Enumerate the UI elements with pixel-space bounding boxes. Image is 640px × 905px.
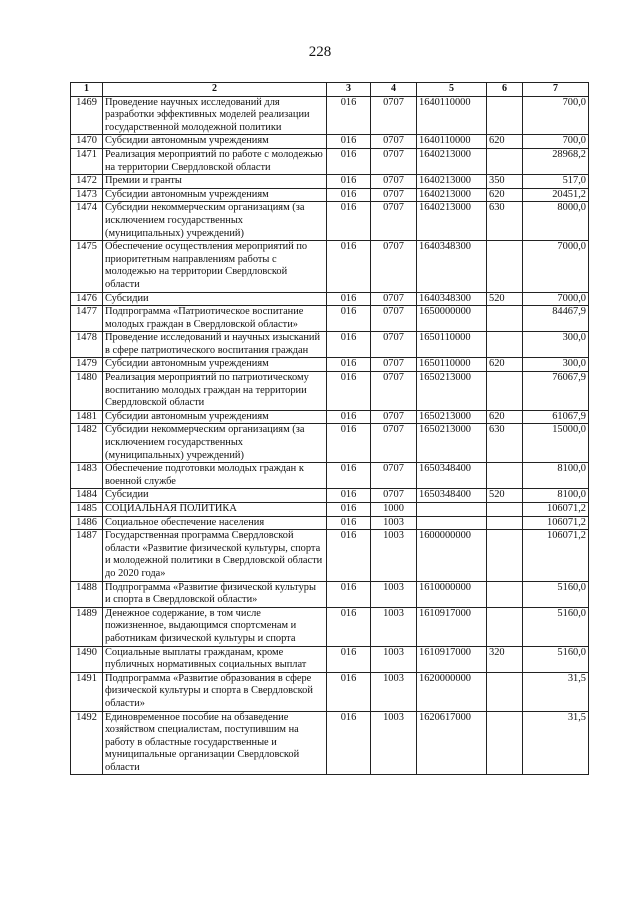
target-code: 1610917000	[417, 646, 487, 672]
amount: 61067,9	[523, 410, 589, 424]
target-code: 1650110000	[417, 358, 487, 372]
section-code: 0707	[371, 175, 417, 189]
amount: 8100,0	[523, 489, 589, 503]
ministry-code: 016	[327, 530, 371, 581]
expense-type-code: 350	[487, 175, 523, 189]
row-name: Проведение научных исследований для разработки эффективных моделей реализации государственной молодежной политики	[103, 96, 327, 135]
target-code: 1640348300	[417, 292, 487, 306]
row-number: 1479	[71, 358, 103, 372]
row-name: Премии и гранты	[103, 175, 327, 189]
row-name: Подпрограмма «Развитие образования в сфере физической культуры и спорта в Свердловской области»	[103, 672, 327, 711]
expense-type-code	[487, 372, 523, 411]
header-row	[71, 83, 589, 97]
section-code: 0707	[371, 332, 417, 358]
target-code: 1650213000	[417, 372, 487, 411]
amount: 106071,2	[523, 503, 589, 517]
row-number: 1481	[71, 410, 103, 424]
row-number: 1484	[71, 489, 103, 503]
budget-table	[70, 82, 589, 775]
target-code: 1650110000	[417, 332, 487, 358]
row-name: Подпрограмма «Патриотическое воспитание молодых граждан в Свердловской области»	[103, 306, 327, 332]
row-name: Денежное содержание, в том числе пожизненное, выдающимся спортсменам и работникам физической культуры и спорта	[103, 607, 327, 646]
target-code: 1640213000	[417, 148, 487, 174]
expense-type-code	[487, 463, 523, 489]
amount: 300,0	[523, 332, 589, 358]
row-name: Обеспечение осуществления мероприятий по приоритетным направлениям работы с молодежью на территории Свердловской области	[103, 241, 327, 292]
amount: 5160,0	[523, 581, 589, 607]
target-code: 1650213000	[417, 410, 487, 424]
table-row	[71, 672, 589, 711]
expense-type-code: 620	[487, 135, 523, 149]
target-code: 1640110000	[417, 135, 487, 149]
amount: 76067,9	[523, 372, 589, 411]
ministry-code: 016	[327, 332, 371, 358]
table-row	[71, 424, 589, 463]
amount: 106071,2	[523, 516, 589, 530]
expense-type-code	[487, 672, 523, 711]
row-number: 1472	[71, 175, 103, 189]
section-code: 0707	[371, 202, 417, 241]
ministry-code: 016	[327, 410, 371, 424]
row-name: Реализация мероприятий по патриотическому воспитанию молодых граждан на территории Свердловской области	[103, 372, 327, 411]
target-code: 1610000000	[417, 581, 487, 607]
expense-type-code: 620	[487, 188, 523, 202]
target-code: 1640348300	[417, 241, 487, 292]
table-row	[71, 202, 589, 241]
table-row	[71, 581, 589, 607]
amount: 106071,2	[523, 530, 589, 581]
row-name: Субсидии некоммерческим организациям (за исключением государственных (муниципальных) учреждений)	[103, 424, 327, 463]
target-code: 1650213000	[417, 424, 487, 463]
target-code: 1640213000	[417, 175, 487, 189]
table-row	[71, 516, 589, 530]
expense-type-code	[487, 241, 523, 292]
row-name: Единовременное пособие на обзаведение хозяйством специалистам, поступившим на работу в областные государственные и муниципальные организации Свердловской области	[103, 711, 327, 775]
section-code: 1003	[371, 516, 417, 530]
section-code: 0707	[371, 96, 417, 135]
row-number: 1486	[71, 516, 103, 530]
ministry-code: 016	[327, 175, 371, 189]
row-number: 1478	[71, 332, 103, 358]
row-name: Субсидии автономным учреждениям	[103, 135, 327, 149]
target-code: 1650000000	[417, 306, 487, 332]
row-number: 1488	[71, 581, 103, 607]
ministry-code: 016	[327, 188, 371, 202]
amount: 7000,0	[523, 241, 589, 292]
row-name: Субсидии автономным учреждениям	[103, 358, 327, 372]
section-code: 0707	[371, 463, 417, 489]
row-name: Субсидии	[103, 292, 327, 306]
amount: 517,0	[523, 175, 589, 189]
expense-type-code: 520	[487, 489, 523, 503]
col-header: 3	[327, 83, 371, 97]
expense-type-code	[487, 306, 523, 332]
expense-type-code: 630	[487, 202, 523, 241]
expense-type-code: 320	[487, 646, 523, 672]
section-code: 0707	[371, 489, 417, 503]
amount: 31,5	[523, 672, 589, 711]
target-code: 1640213000	[417, 188, 487, 202]
amount: 7000,0	[523, 292, 589, 306]
table-row	[71, 530, 589, 581]
section-code: 0707	[371, 410, 417, 424]
section-code: 0707	[371, 148, 417, 174]
section-code: 0707	[371, 241, 417, 292]
section-code: 1000	[371, 503, 417, 517]
amount: 15000,0	[523, 424, 589, 463]
row-number: 1480	[71, 372, 103, 411]
amount: 700,0	[523, 135, 589, 149]
section-code: 0707	[371, 135, 417, 149]
target-code	[417, 516, 487, 530]
target-code: 1640213000	[417, 202, 487, 241]
row-number: 1477	[71, 306, 103, 332]
section-code: 1003	[371, 672, 417, 711]
ministry-code: 016	[327, 148, 371, 174]
target-code: 1600000000	[417, 530, 487, 581]
row-number: 1482	[71, 424, 103, 463]
row-name: Обеспечение подготовки молодых граждан к военной службе	[103, 463, 327, 489]
amount: 84467,9	[523, 306, 589, 332]
row-name: Социальные выплаты гражданам, кроме публичных нормативных социальных выплат	[103, 646, 327, 672]
target-code: 1620000000	[417, 672, 487, 711]
amount: 300,0	[523, 358, 589, 372]
target-code: 1610917000	[417, 607, 487, 646]
row-number: 1476	[71, 292, 103, 306]
expense-type-code: 620	[487, 358, 523, 372]
row-number: 1487	[71, 530, 103, 581]
ministry-code: 016	[327, 241, 371, 292]
section-code: 0707	[371, 292, 417, 306]
row-number: 1471	[71, 148, 103, 174]
row-number: 1491	[71, 672, 103, 711]
table-row	[71, 306, 589, 332]
section-code: 1003	[371, 530, 417, 581]
ministry-code: 016	[327, 503, 371, 517]
ministry-code: 016	[327, 581, 371, 607]
expense-type-code	[487, 96, 523, 135]
section-code: 0707	[371, 358, 417, 372]
table-row	[71, 410, 589, 424]
table-row	[71, 332, 589, 358]
ministry-code: 016	[327, 463, 371, 489]
section-code: 0707	[371, 372, 417, 411]
section-code: 1003	[371, 646, 417, 672]
table-row	[71, 503, 589, 517]
col-header: 4	[371, 83, 417, 97]
amount: 8100,0	[523, 463, 589, 489]
target-code: 1640110000	[417, 96, 487, 135]
section-code: 0707	[371, 306, 417, 332]
col-header: 5	[417, 83, 487, 97]
table-row	[71, 646, 589, 672]
row-name: Субсидии некоммерческим организациям (за исключением государственных (муниципальных) учреждений)	[103, 202, 327, 241]
ministry-code: 016	[327, 711, 371, 775]
section-code: 1003	[371, 711, 417, 775]
table-row	[71, 607, 589, 646]
table-row	[71, 148, 589, 174]
target-code: 1620617000	[417, 711, 487, 775]
row-number: 1475	[71, 241, 103, 292]
col-header: 2	[103, 83, 327, 97]
ministry-code: 016	[327, 516, 371, 530]
row-number: 1469	[71, 96, 103, 135]
table-row	[71, 96, 589, 135]
target-code: 1650348400	[417, 489, 487, 503]
table-row	[71, 358, 589, 372]
expense-type-code	[487, 148, 523, 174]
ministry-code: 016	[327, 672, 371, 711]
table-row	[71, 175, 589, 189]
row-number: 1489	[71, 607, 103, 646]
ministry-code: 016	[327, 372, 371, 411]
col-header: 1	[71, 83, 103, 97]
page-number: 228	[308, 44, 332, 60]
ministry-code: 016	[327, 306, 371, 332]
expense-type-code: 520	[487, 292, 523, 306]
row-name: Субсидии автономным учреждениям	[103, 188, 327, 202]
amount: 20451,2	[523, 188, 589, 202]
amount: 5160,0	[523, 646, 589, 672]
ministry-code: 016	[327, 292, 371, 306]
expense-type-code	[487, 503, 523, 517]
ministry-code: 016	[327, 424, 371, 463]
table-row	[71, 135, 589, 149]
table-row	[71, 489, 589, 503]
expense-type-code	[487, 711, 523, 775]
section-code: 0707	[371, 424, 417, 463]
row-name: Субсидии	[103, 489, 327, 503]
row-name: Проведение исследований и научных изысканий в сфере патриотического воспитания граждан	[103, 332, 327, 358]
section-code: 1003	[371, 607, 417, 646]
ministry-code: 016	[327, 607, 371, 646]
section-code: 0707	[371, 188, 417, 202]
row-name: Субсидии автономным учреждениям	[103, 410, 327, 424]
amount: 700,0	[523, 96, 589, 135]
expense-type-code	[487, 516, 523, 530]
table-row	[71, 372, 589, 411]
row-number: 1473	[71, 188, 103, 202]
table-row	[71, 463, 589, 489]
expense-type-code	[487, 581, 523, 607]
amount: 5160,0	[523, 607, 589, 646]
table-row	[71, 188, 589, 202]
table-row	[71, 292, 589, 306]
row-number: 1483	[71, 463, 103, 489]
expense-type-code	[487, 332, 523, 358]
table-row	[71, 711, 589, 775]
ministry-code: 016	[327, 96, 371, 135]
ministry-code: 016	[327, 358, 371, 372]
ministry-code: 016	[327, 489, 371, 503]
col-header: 7	[523, 83, 589, 97]
row-number: 1474	[71, 202, 103, 241]
section-code: 1003	[371, 581, 417, 607]
expense-type-code: 630	[487, 424, 523, 463]
ministry-code: 016	[327, 646, 371, 672]
row-number: 1470	[71, 135, 103, 149]
expense-type-code	[487, 607, 523, 646]
row-number: 1490	[71, 646, 103, 672]
row-number: 1492	[71, 711, 103, 775]
ministry-code: 016	[327, 202, 371, 241]
expense-type-code: 620	[487, 410, 523, 424]
row-number: 1485	[71, 503, 103, 517]
ministry-code: 016	[327, 135, 371, 149]
target-code: 1650348400	[417, 463, 487, 489]
target-code	[417, 503, 487, 517]
table-row	[71, 241, 589, 292]
row-name: Подпрограмма «Развитие физической культуры и спорта в Свердловской области»	[103, 581, 327, 607]
expense-type-code	[487, 530, 523, 581]
row-name: Государственная программа Свердловской области «Развитие физической культуры, спорта и молодежной политики в Свердловской области до 2020 года»	[103, 530, 327, 581]
row-name: Социальное обеспечение населения	[103, 516, 327, 530]
amount: 28968,2	[523, 148, 589, 174]
row-name: Реализация мероприятий по работе с молодежью на территории Свердловской области	[103, 148, 327, 174]
row-name: СОЦИАЛЬНАЯ ПОЛИТИКА	[103, 503, 327, 517]
col-header: 6	[487, 83, 523, 97]
amount: 8000,0	[523, 202, 589, 241]
amount: 31,5	[523, 711, 589, 775]
